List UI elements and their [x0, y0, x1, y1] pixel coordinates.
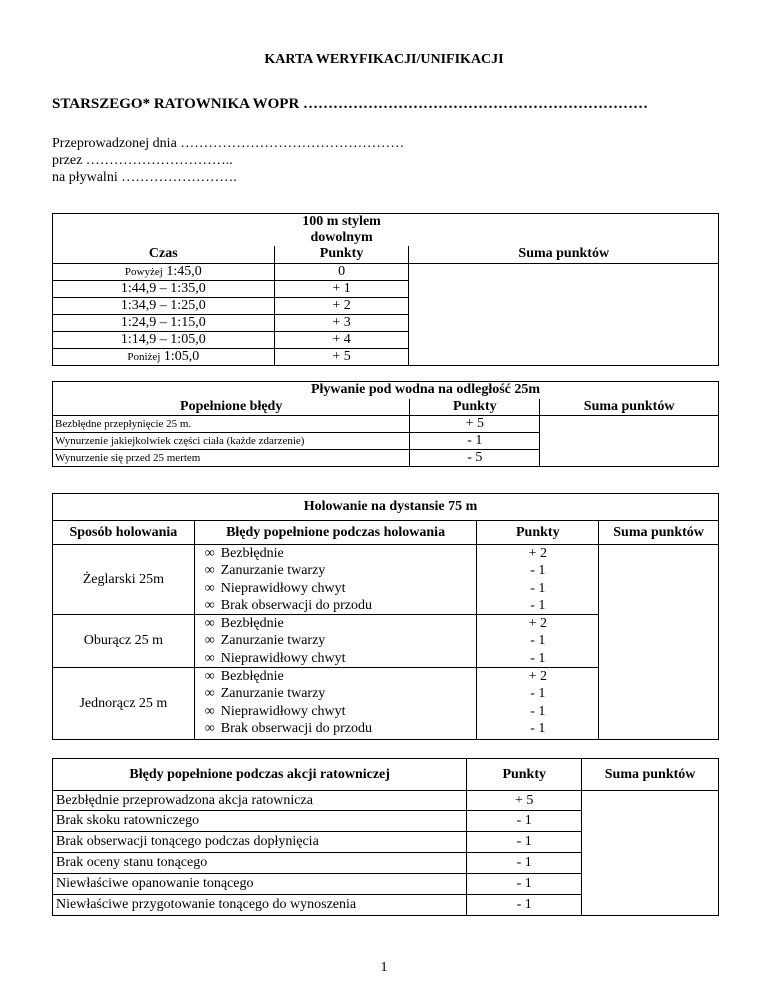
time-cell: Poniżej 1:05,0 — [53, 348, 275, 365]
freestyle-title: 100 m stylem dowolnym — [274, 214, 409, 247]
list-item: ∞ Bezbłędnie — [195, 545, 477, 562]
col-points: Punkty — [467, 759, 582, 791]
towing-title: Holowanie na dystansie 75 m — [53, 494, 719, 521]
col-sum: Suma punktów — [409, 246, 719, 263]
error-row: Wynurzenie się przed 25 mertem — [53, 450, 410, 467]
sum-cell — [599, 545, 719, 740]
points-cell: - 1 — [467, 811, 582, 832]
points-cell: - 1 — [530, 686, 546, 702]
list-item: ∞ Brak obserwacji do przodu — [195, 597, 477, 614]
infinity-bullet-icon: ∞ — [204, 633, 215, 649]
points-cell: + 4 — [274, 331, 409, 348]
points-cell: - 1 — [530, 703, 546, 719]
col-points: Punkty — [477, 521, 599, 545]
points-cell: - 5 — [410, 450, 540, 467]
list-item: ∞ Nieprawidłowy chwyt — [195, 703, 477, 720]
col-method: Sposób holowania — [53, 521, 195, 545]
error-row: Niewłaściwe opanowanie tonącego — [53, 874, 467, 895]
error-row: Brak skoku ratowniczego — [53, 811, 467, 832]
infinity-bullet-icon: ∞ — [204, 616, 215, 632]
points-cell: + 3 — [274, 314, 409, 331]
time-cell: Powyżej 1:45,0 — [53, 263, 275, 280]
list-item: ∞ Bezbłędnie — [195, 615, 477, 632]
error-row: Bezbłędnie przeprowadzona akcja ratownicza — [53, 791, 467, 811]
time-cell: 1:14,9 – 1:05,0 — [53, 331, 275, 348]
method-two-hands: Oburącz 25 m — [53, 615, 195, 668]
list-item: ∞ Bezbłędnie — [195, 668, 477, 685]
page-subtitle: STARSZEGO* RATOWNIKA WOPR …………………………………………………………… — [52, 96, 649, 112]
list-item: ∞ Brak obserwacji do przodu — [195, 720, 477, 737]
points-cell: + 2 — [274, 297, 409, 314]
col-errors: Popełnione błędy — [53, 399, 410, 416]
list-item: ∞ Zanurzanie twarzy — [195, 562, 477, 579]
infinity-bullet-icon: ∞ — [204, 669, 215, 685]
error-row: Brak obserwacji tonącego podczas dopłynięcia — [53, 832, 467, 853]
list-item: ∞ Nieprawidłowy chwyt — [195, 650, 477, 667]
points-cell: - 1 — [530, 650, 546, 666]
points-cell: - 1 — [530, 633, 546, 649]
points-cell: + 5 — [410, 416, 540, 433]
points-cell: - 1 — [467, 853, 582, 874]
time-cell: 1:34,9 – 1:25,0 — [53, 297, 275, 314]
infinity-bullet-icon: ∞ — [204, 720, 215, 736]
col-sum: Suma punktów — [599, 521, 719, 545]
underwater-title: Pływanie pod wodna na odległość 25m — [53, 382, 719, 399]
points-cell: - 1 — [530, 720, 546, 736]
col-errors: Błędy popełnione podczas akcji ratowniczej — [53, 759, 467, 791]
time-cell: 1:44,9 – 1:35,0 — [53, 280, 275, 297]
freestyle-table — [52, 213, 719, 366]
points-cell: + 2 — [528, 616, 547, 632]
infinity-bullet-icon: ∞ — [204, 563, 215, 579]
pool-line: na pływalni ……………………. — [52, 170, 237, 185]
points-cell: - 1 — [410, 433, 540, 450]
points-cell: - 1 — [467, 895, 582, 916]
infinity-bullet-icon: ∞ — [204, 580, 215, 596]
points-cell: 0 — [274, 263, 409, 280]
list-item: ∞ Nieprawidłowy chwyt — [195, 580, 477, 597]
date-line: Przeprowadzonej dnia ………………………………………… — [52, 136, 405, 151]
infinity-bullet-icon: ∞ — [204, 686, 215, 702]
col-points: Punkty — [410, 399, 540, 416]
error-row: Bezbłędne przepłynięcie 25 m. — [53, 416, 410, 433]
infinity-bullet-icon: ∞ — [204, 650, 215, 666]
list-item: ∞ Zanurzanie twarzy — [195, 632, 477, 649]
points-cell: + 2 — [528, 546, 547, 561]
error-list — [195, 668, 477, 737]
rescue-action-table — [52, 758, 719, 916]
sum-cell — [540, 416, 719, 467]
col-errors: Błędy popełnione podczas holowania — [194, 521, 477, 545]
col-sum: Suma punktów — [582, 759, 719, 791]
points-cell: - 1 — [467, 874, 582, 895]
points-cell: - 1 — [530, 563, 546, 579]
infinity-bullet-icon: ∞ — [204, 703, 215, 719]
error-row: Niewłaściwe przygotowanie tonącego do wynoszenia — [53, 895, 467, 916]
sum-cell — [582, 791, 719, 916]
col-points: Punkty — [274, 246, 409, 263]
method-one-hand: Jednorącz 25 m — [53, 668, 195, 740]
col-sum: Suma punktów — [540, 399, 719, 416]
col-time: Czas — [53, 246, 275, 263]
points-cell: - 1 — [530, 580, 546, 596]
time-cell: 1:24,9 – 1:15,0 — [53, 314, 275, 331]
infinity-bullet-icon: ∞ — [204, 597, 215, 613]
page-number: 1 — [380, 960, 388, 975]
examiner-line: przez ………………………….. — [52, 153, 233, 168]
underwater-table — [52, 381, 719, 467]
points-cell: + 2 — [528, 669, 547, 685]
error-list — [195, 545, 477, 614]
towing-table — [52, 493, 719, 740]
page-title: KARTA WERYFIKACJI/UNIFIKACJI — [264, 52, 504, 67]
method-sailor: Żeglarski 25m — [53, 545, 195, 615]
points-cell: + 1 — [274, 280, 409, 297]
list-item: ∞ Zanurzanie twarzy — [195, 685, 477, 702]
infinity-bullet-icon: ∞ — [204, 546, 215, 561]
points-cell: - 1 — [467, 832, 582, 853]
error-row: Wynurzenie jakiejkolwiek części ciała (każde zdarzenie) — [53, 433, 410, 450]
error-list — [195, 615, 477, 667]
points-cell: - 1 — [530, 597, 546, 613]
sum-cell — [409, 263, 719, 365]
points-cell: + 5 — [274, 348, 409, 365]
error-row: Brak oceny stanu tonącego — [53, 853, 467, 874]
points-cell: + 5 — [467, 791, 582, 811]
